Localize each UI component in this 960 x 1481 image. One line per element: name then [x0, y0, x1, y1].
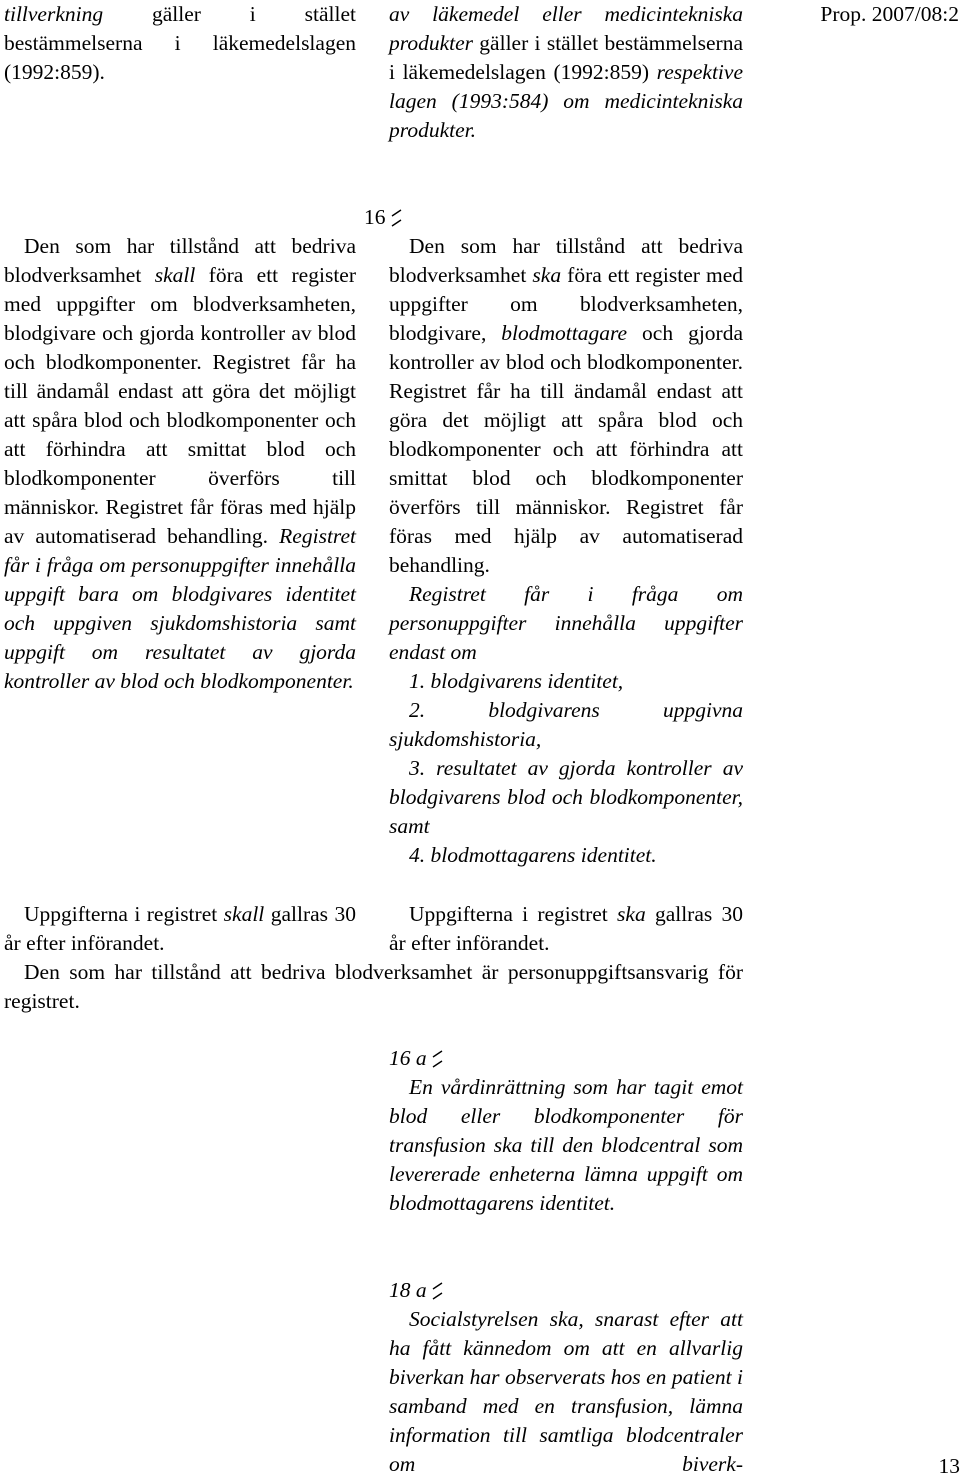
section-number: 18 a: [389, 1278, 427, 1302]
proposed-italic-intro: Registret får i fråga om personuppgifter innehålla uppgifter endast om: [389, 582, 743, 664]
section-sign-icon: [431, 1047, 443, 1069]
section-16-proposed-text: [389, 232, 743, 870]
page-number: 13: [938, 1454, 960, 1478]
text-run: och gjorda kontroller av blod och blodkomponenter. Registret får ha till ändamål endast att göra det möjligt att spåra blod och blodkomponenter och att förhindra att smittat blod och blodkomponenter överförs till människor. Registret får föras med hjälp av automatiserad behandling.: [389, 321, 743, 577]
text-run: Den som har tillstånd att bedriva blodverksamhet: [4, 234, 356, 287]
list-item: 1. blodgivarens identitet,: [409, 669, 624, 693]
text-run: föra ett register med uppgifter om blodverksamheten, blodgivare,: [389, 263, 743, 345]
section-number: 16 a: [389, 1046, 427, 1070]
italic-text: Registret får i fråga om personuppgifter innehålla uppgift bara om blodgivares identitet och uppgiven sjukdomshistoria samt uppgift om resultatet av gjorda kontroller av blod och blodkomponenter.: [4, 524, 356, 693]
text-run: Den som har tillstånd att bedriva blodverksamhet: [389, 234, 743, 287]
italic-text: av läkemedel eller medicintekniska produkter: [389, 2, 743, 55]
section-number: 16: [364, 205, 386, 229]
retention-current: [4, 900, 356, 958]
list-item: 3. resultatet av gjorda kontroller av blodgivarens blod och blodkomponenter, samt: [389, 756, 743, 838]
section-18a-heading: [389, 1276, 509, 1305]
text-run: Uppgifterna i registret: [24, 902, 224, 926]
text-run: gäller i stället bestämmelserna i läkemedelslagen (1992:859): [389, 31, 743, 84]
top-right-fragment: [389, 0, 743, 145]
list-item: 2. blodgivarens uppgivna sjukdomshistoria,: [389, 698, 743, 751]
italic-text: tillverkning: [4, 2, 104, 26]
controller-paragraph: Den som har tillstånd att bedriva blodverksamhet är personuppgiftsansvarig för registret.: [4, 960, 743, 1013]
section-sign-icon: [431, 1279, 443, 1301]
proposed-paragraph-1: [389, 232, 743, 580]
section-16-heading: [364, 203, 424, 232]
section-sign-icon: [390, 206, 402, 228]
text-run: gäller i stället bestämmelserna i läkemedelslagen (1992:859).: [4, 2, 356, 84]
section-16-current-text: [4, 232, 356, 696]
retention-proposed: [389, 900, 743, 958]
section-16a-text: En vårdinrättning som har tagit emot blod eller blodkomponenter för transfusion ska till den blodcentral som levererade enheterna lämna uppgift om blodmottagarens identitet.: [389, 1075, 743, 1215]
text-run: Uppgifterna i registret: [409, 902, 618, 926]
document-reference: Prop. 2007/08:2: [820, 2, 959, 26]
list-item: 4. blodmottagarens identitet.: [409, 843, 657, 867]
italic-text: skall: [223, 902, 265, 926]
italic-text: ska: [617, 902, 646, 926]
section-16a-heading: [389, 1044, 509, 1073]
italic-text: ska: [532, 263, 562, 287]
italic-text: blodmottagare: [501, 321, 628, 345]
text-run: gallras 30 år efter införandet.: [4, 902, 357, 955]
text-run: föra ett register med uppgifter om blodverksamheten, blodgivare och gjorda kontroller av blod och blodkomponenter. Registret får ha till ändamål endast att göra det möjligt att spåra blod och blodkomponenter och att förhindra att smittat blod och blodkomponenter överförs till människor. Registret får föras med hjälp av automatiserad behandling.: [4, 263, 356, 548]
italic-text: respektive lagen (1993:584) om medicintekniska produkter.: [389, 60, 743, 142]
text-run: gallras 30 år efter införandet.: [389, 902, 743, 955]
top-left-fragment: [4, 0, 356, 87]
proposed-list: [389, 667, 743, 870]
italic-text: skall: [154, 263, 196, 287]
section-18a-text: Socialstyrelsen ska, snarast efter att ha fått kännedom om att en allvarlig biverkan har observerats hos en patient i samband med en transfusion, lämna information till samtliga blodcentraler om biverk-: [389, 1307, 743, 1476]
